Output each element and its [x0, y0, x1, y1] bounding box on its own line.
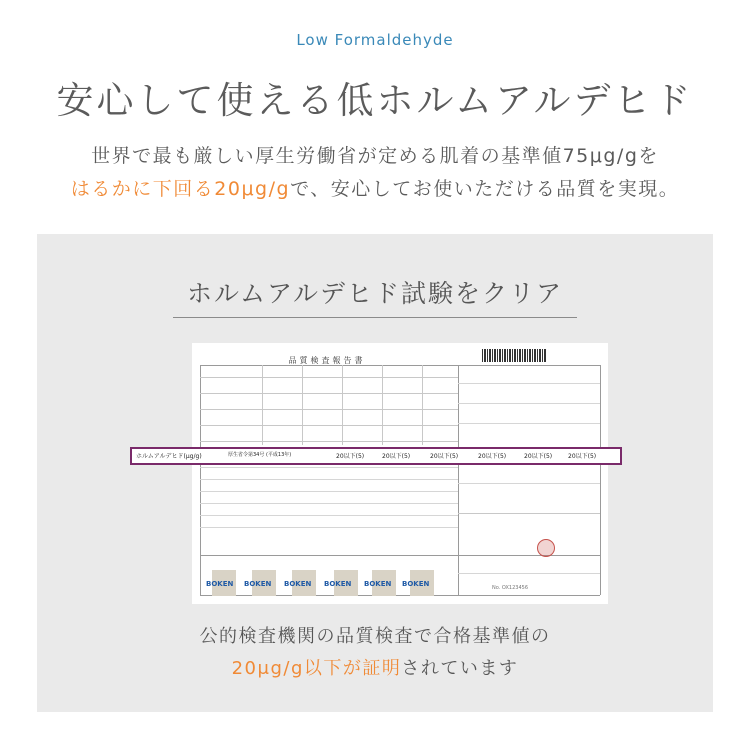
report-rule — [458, 365, 459, 595]
report-rule — [200, 467, 458, 468]
result-label: ホルムアルデヒド(μg/g) — [136, 453, 202, 460]
result-value: 20以下(5) — [382, 453, 411, 460]
report-rule — [458, 423, 600, 424]
eyebrow-label: Low Formaldehyde — [296, 31, 454, 49]
report-rule — [302, 365, 303, 445]
report-rule — [200, 527, 458, 528]
caption-rest: されています — [401, 658, 519, 679]
report-title: 品質検査報告書 — [288, 356, 366, 365]
boken-logo: BOKEN — [206, 580, 234, 588]
boken-logo: BOKEN — [364, 580, 392, 588]
formaldehyde-result-row — [132, 450, 620, 462]
report-rule — [458, 483, 600, 484]
result-value: 20以下(5) — [524, 453, 553, 460]
caption-highlight: 20μg/g以下が証明 — [231, 658, 402, 679]
lead-highlight: はるかに下回る20μg/g — [70, 178, 291, 200]
report-rule — [342, 365, 343, 445]
report-rule — [262, 365, 263, 445]
test-report-image — [192, 343, 608, 604]
report-rule — [200, 479, 458, 480]
result-value: 20以下(5) — [430, 453, 459, 460]
report-rule — [200, 377, 458, 378]
lead-text-line-2 — [0, 174, 750, 201]
barcode-graphic — [482, 349, 546, 362]
caption-line-2 — [0, 654, 750, 680]
caption-line-1: 公的検査機関の品質検査で合格基準値の — [199, 626, 551, 647]
formaldehyde-result-highlight — [130, 447, 622, 465]
report-rule — [458, 403, 600, 404]
lead-text-rest: で、安心してお使いただける品質を実現。 — [290, 178, 680, 200]
report-rule — [458, 573, 600, 574]
result-value: 20以下(5) — [478, 453, 507, 460]
page-headline: 安心して使える低ホルムアルデヒド — [56, 79, 694, 122]
report-rule — [200, 425, 458, 426]
seal-stamp — [537, 539, 555, 557]
boken-logo: BOKEN — [402, 580, 430, 588]
report-rule — [200, 491, 458, 492]
report-rule — [200, 409, 458, 410]
panel-title-rule — [173, 317, 577, 318]
report-rule — [422, 365, 423, 445]
result-value: 20以下(5) — [336, 453, 365, 460]
result-value: 20以下(5) — [568, 453, 597, 460]
report-rule — [200, 441, 458, 442]
report-rule — [458, 383, 600, 384]
boken-logo: BOKEN — [324, 580, 352, 588]
report-rule — [200, 503, 458, 504]
report-rule — [600, 365, 601, 595]
report-rule — [382, 365, 383, 445]
report-rule — [200, 365, 458, 366]
lead-text-line-1: 世界で最も厳しい厚生労働省が定める肌着の基準値75μg/gを — [91, 145, 659, 167]
report-rule — [200, 515, 458, 516]
report-rule — [458, 513, 600, 514]
result-method: 厚生省令第34号 (平成13年) — [228, 452, 292, 458]
report-rule — [200, 393, 458, 394]
report-rule — [458, 365, 600, 366]
boken-logo: BOKEN — [244, 580, 272, 588]
report-number: No. OX123456 — [492, 585, 529, 591]
report-rule — [200, 365, 201, 595]
boken-logo: BOKEN — [284, 580, 312, 588]
panel-title: ホルムアルデヒド試験をクリア — [186, 279, 563, 308]
